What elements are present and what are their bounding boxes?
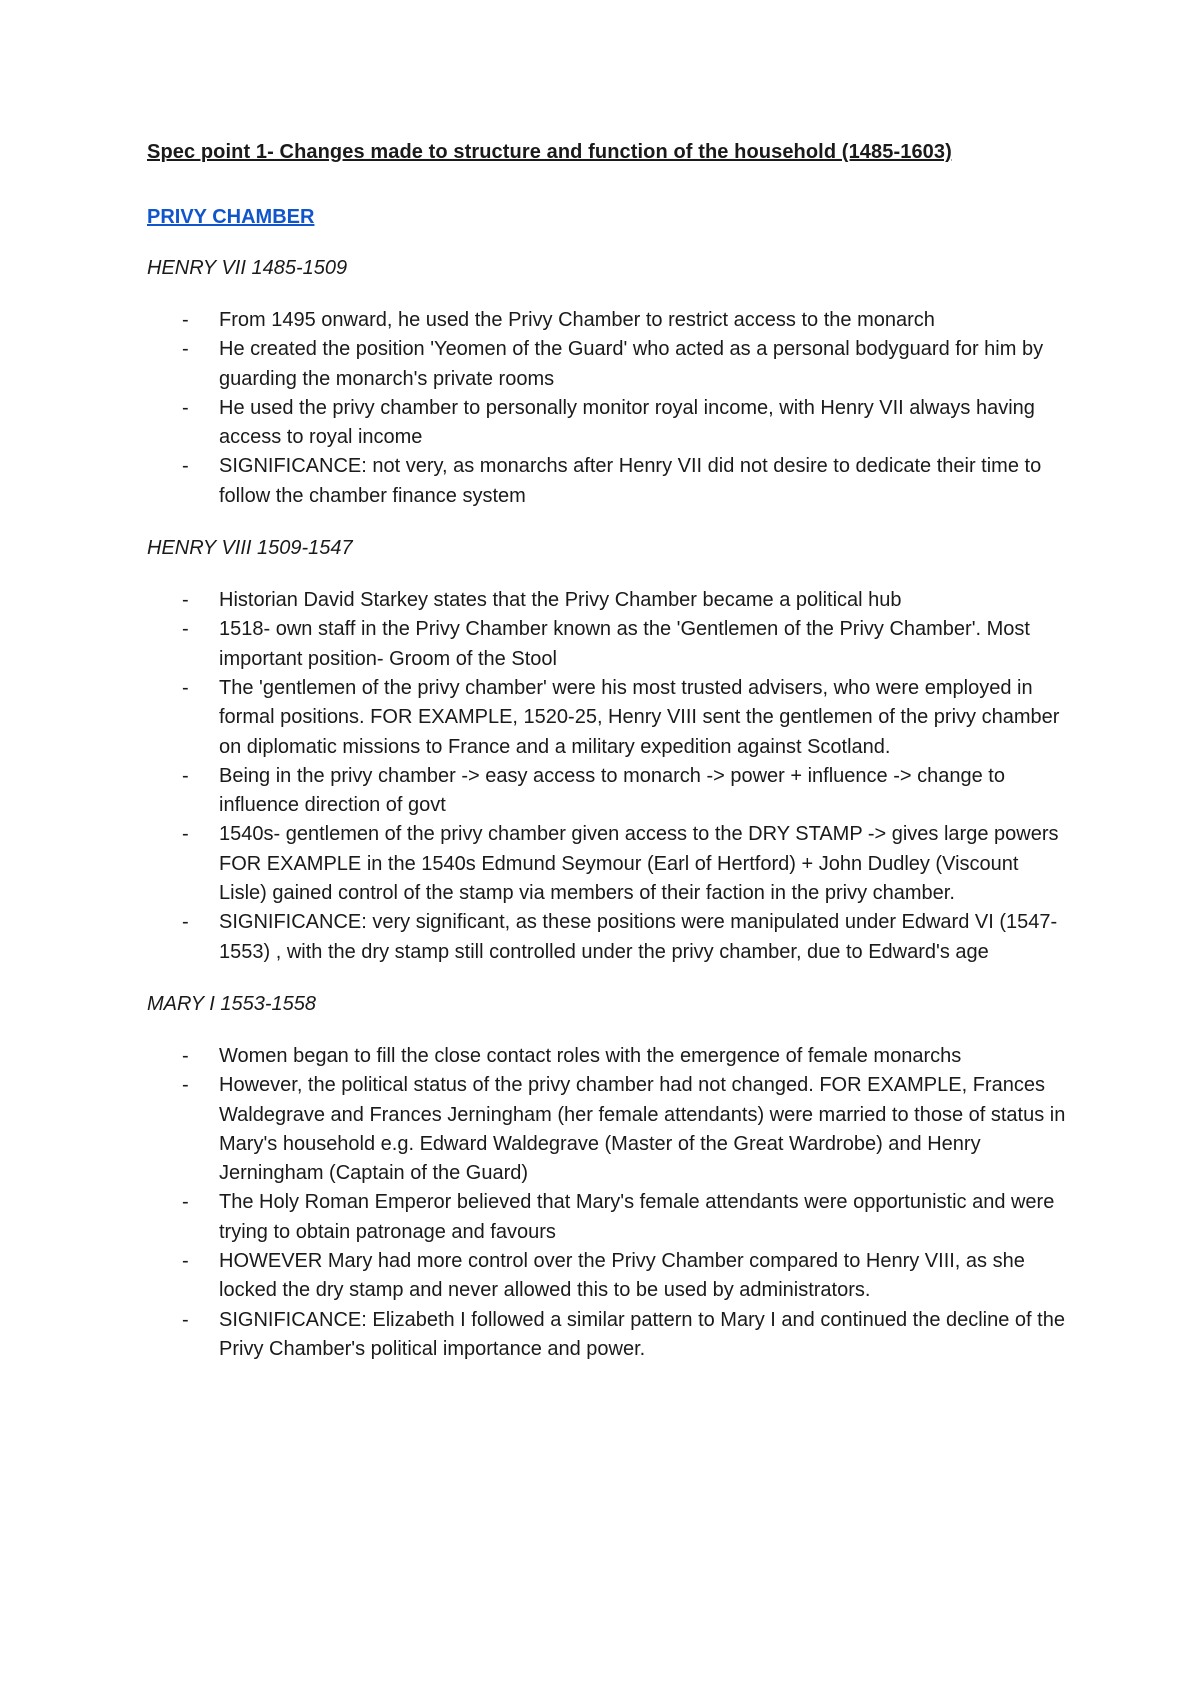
dash-bullet-icon: - [182,309,189,331]
list-item [147,452,1067,511]
sections-container [147,254,1067,1364]
dash-bullet-icon: - [182,338,189,361]
list-item-text: Being in the privy chamber -> easy access to monarch -> power + influence -> change to influence direction of govt [219,764,1005,817]
list-item-text: From 1495 onward, he used the Privy Chamber to restrict access to the monarch [219,309,935,331]
list-item-text: Women began to fill the close contact roles with the emergence of female monarchs [219,1044,962,1067]
list-item-text: HOWEVER Mary had more control over the Privy Chamber compared to Henry VIII, as she locked the dry stamp and never allowed this to be used by administrators. [219,1250,1025,1302]
dash-bullet-icon: - [182,1250,189,1273]
list-item [147,674,1067,762]
monarch-heading: MARY I 1553-1558 [147,992,316,1015]
document-page [147,137,1067,1387]
list-item-text: He used the privy chamber to personally monitor royal income, with Henry VII always having access to royal income [219,396,1035,449]
list-item [147,1306,1067,1365]
dash-bullet-icon: - [182,1044,189,1067]
monarch-heading: HENRY VIII 1509-1547 [147,537,353,560]
monarch-heading: HENRY VII 1485-1509 [147,257,348,279]
document-title: Spec point 1- Changes made to structure and function of the household (1485-1603) [147,141,952,163]
dash-bullet-icon: - [182,618,189,641]
list-item [147,908,1067,967]
dash-bullet-icon: - [182,764,189,787]
dash-bullet-icon: - [182,589,189,612]
dash-bullet-icon: - [182,1308,189,1331]
list-item-text: The 'gentlemen of the privy chamber' were his most trusted advisers, who were employed in formal positions. FOR EXAMPLE, 1520-25, Henry VIII sent the gentlemen of the privy chamber on diplomatic missions to France and a military expedition against Scotland. [219,676,1060,758]
list-item-text: SIGNIFICANCE: very significant, as these positions were manipulated under Edward VI (1547-1553) , with the dry stamp still controlled under the privy chamber, due to Edward's age [219,911,1058,963]
list-item-text: However, the political status of the privy chamber had not changed. FOR EXAMPLE, Frances Waldegrave and Frances Jerningham (her female attendants) were married to those of status in Mary's household e.g. Edward Waldegrave (Master of the Great Wardrobe) and Henry Jerningham (Captain of the Guard) [219,1074,1066,1185]
dash-bullet-icon: - [182,911,189,934]
list-item [147,1247,1067,1306]
dash-bullet-icon: - [182,396,189,419]
dash-bullet-icon: - [182,823,189,846]
list-item [147,306,1067,335]
list-item [147,586,1067,615]
list-item-text: He created the position 'Yeomen of the Guard' who acted as a personal bodyguard for him by guarding the monarch's private rooms [219,338,1044,390]
bullet-list [147,306,1067,511]
list-item [147,1042,1067,1071]
list-item [147,1188,1067,1247]
privy-chamber-link[interactable]: PRIVY CHAMBER [147,206,315,228]
dash-bullet-icon: - [182,455,189,478]
list-item [147,762,1067,821]
list-item [147,335,1067,394]
dash-bullet-icon: - [182,1191,189,1214]
bullet-list [147,586,1067,967]
list-item-text: Historian David Starkey states that the Privy Chamber became a political hub [219,589,902,612]
list-item-text: 1540s- gentlemen of the privy chamber given access to the DRY STAMP -> gives large powers FOR EXAMPLE in the 1540s Edmund Seymour (Earl of Hertford) + John Dudley (Viscount Lisle) gained control of the stamp via members of their faction in the privy chamber. [219,823,1059,905]
list-item [147,394,1067,453]
dash-bullet-icon: - [182,1074,189,1097]
list-item-text: 1518- own staff in the Privy Chamber known as the 'Gentlemen of the Privy Chamber'. Most important position- Groom of the Stool [219,618,1030,670]
list-item-text: SIGNIFICANCE: Elizabeth I followed a similar pattern to Mary I and continued the decline of the Privy Chamber's political importance and power. [219,1308,1065,1360]
list-item [147,615,1067,674]
bullet-list [147,1042,1067,1364]
dash-bullet-icon: - [182,676,189,699]
list-item-text: The Holy Roman Emperor believed that Mary's female attendants were opportunistic and were trying to obtain patronage and favours [219,1191,1055,1243]
list-item-text: SIGNIFICANCE: not very, as monarchs after Henry VII did not desire to dedicate their time to follow the chamber finance system [219,455,1042,507]
list-item [147,820,1067,908]
list-item [147,1071,1067,1188]
